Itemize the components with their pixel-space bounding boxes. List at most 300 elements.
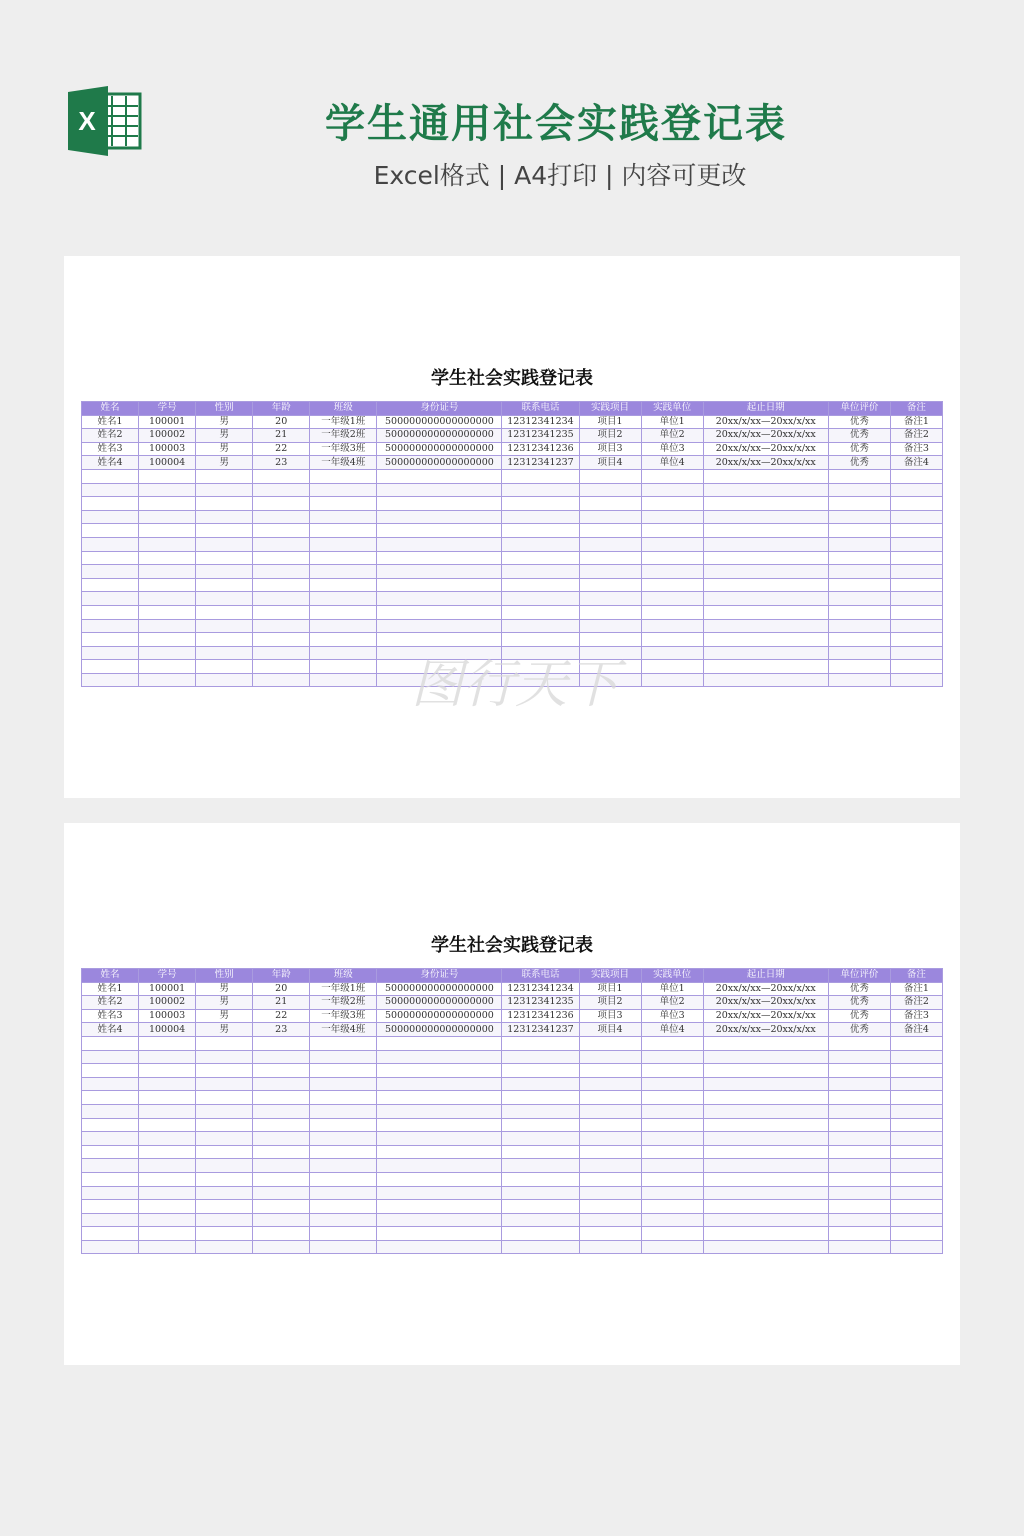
table-cell — [310, 510, 377, 524]
table-cell: 20xx/x/xx—20xx/x/xx — [703, 456, 828, 470]
table-cell — [253, 592, 310, 606]
table-cell: 姓名4 — [82, 1023, 139, 1037]
table-cell — [579, 1213, 641, 1227]
table-cell: 100002 — [139, 429, 196, 443]
page-subtitle: Excel格式 | A4打印 | 内容可更改 — [373, 161, 747, 190]
table-cell — [82, 1227, 139, 1241]
table-cell — [377, 483, 502, 497]
table-cell — [82, 1050, 139, 1064]
table-cell: 一年级2班 — [310, 996, 377, 1010]
table-cell — [377, 1159, 502, 1173]
table-cell — [253, 483, 310, 497]
table-cell — [139, 660, 196, 674]
table-cell — [890, 1172, 942, 1186]
table-cell: 500000000000000000 — [377, 456, 502, 470]
table-cell — [703, 1213, 828, 1227]
column-header: 姓名 — [82, 969, 139, 983]
table-cell: 单位1 — [641, 415, 703, 429]
table-cell: 备注4 — [890, 456, 942, 470]
table-cell — [377, 537, 502, 551]
table-row — [82, 1091, 943, 1105]
table-row — [82, 578, 943, 592]
table-cell — [196, 578, 253, 592]
table-cell: 12312341236 — [502, 1009, 579, 1023]
table-cell — [641, 660, 703, 674]
table-cell: 20xx/x/xx—20xx/x/xx — [703, 1023, 828, 1037]
table-cell — [310, 1091, 377, 1105]
table-cell — [890, 1036, 942, 1050]
table-cell — [828, 619, 890, 633]
table-cell — [703, 1077, 828, 1091]
table-cell — [579, 1064, 641, 1078]
table-cell — [502, 551, 579, 565]
table-cell — [890, 483, 942, 497]
table-cell — [828, 633, 890, 647]
table-cell — [253, 510, 310, 524]
column-header: 年龄 — [253, 402, 310, 416]
table-row — [82, 1200, 943, 1214]
table-cell — [641, 1159, 703, 1173]
table-cell: 一年级4班 — [310, 456, 377, 470]
table-cell — [890, 578, 942, 592]
column-header: 姓名 — [82, 402, 139, 416]
sheet-title: 学生社会实践登记表 — [431, 935, 593, 956]
table-cell: 一年级3班 — [310, 1009, 377, 1023]
table-cell — [82, 565, 139, 579]
table-cell — [890, 1186, 942, 1200]
table-cell: 备注1 — [890, 415, 942, 429]
table-cell — [703, 1172, 828, 1186]
table-cell — [828, 1172, 890, 1186]
table-cell — [196, 510, 253, 524]
table-row — [82, 1227, 943, 1241]
table-cell — [703, 660, 828, 674]
table-cell — [310, 469, 377, 483]
table-cell — [139, 1036, 196, 1050]
table-cell: 单位3 — [641, 442, 703, 456]
table-cell — [310, 619, 377, 633]
table-cell — [828, 1145, 890, 1159]
table-cell — [828, 524, 890, 538]
table-cell — [703, 1186, 828, 1200]
table-cell — [377, 510, 502, 524]
table-cell — [890, 1091, 942, 1105]
svg-text:图行天下: 图行天下 — [410, 655, 620, 715]
table-cell — [82, 1200, 139, 1214]
table-cell — [377, 619, 502, 633]
table-cell — [196, 1227, 253, 1241]
table-cell — [641, 1240, 703, 1254]
table-cell — [310, 605, 377, 619]
table-cell — [139, 565, 196, 579]
table-row — [82, 497, 943, 511]
table-cell — [579, 1172, 641, 1186]
table-cell — [828, 1240, 890, 1254]
table-cell — [377, 497, 502, 511]
table-cell — [310, 646, 377, 660]
table-cell: 100003 — [139, 442, 196, 456]
table-cell — [377, 1213, 502, 1227]
table-cell — [890, 1118, 942, 1132]
table-cell: 21 — [253, 996, 310, 1010]
table-row — [82, 1104, 943, 1118]
table-cell — [196, 551, 253, 565]
table-cell — [196, 1118, 253, 1132]
table-cell — [502, 510, 579, 524]
table-cell — [310, 524, 377, 538]
table-cell — [890, 524, 942, 538]
table-cell — [579, 510, 641, 524]
table-cell — [253, 1050, 310, 1064]
table-cell — [890, 1104, 942, 1118]
table-cell — [641, 1200, 703, 1214]
table-cell — [828, 483, 890, 497]
table-cell: 100004 — [139, 456, 196, 470]
table-cell — [828, 551, 890, 565]
table-cell — [703, 1132, 828, 1146]
table-cell — [196, 1145, 253, 1159]
table-cell — [196, 592, 253, 606]
table-cell — [253, 646, 310, 660]
table-cell — [502, 1104, 579, 1118]
table-cell — [579, 537, 641, 551]
table-cell — [890, 605, 942, 619]
table-cell: 23 — [253, 1023, 310, 1037]
table-cell — [641, 592, 703, 606]
table-cell: 优秀 — [828, 456, 890, 470]
table-cell — [82, 1240, 139, 1254]
table-cell — [828, 1104, 890, 1118]
table-cell — [196, 1091, 253, 1105]
table-cell — [502, 1091, 579, 1105]
table-cell — [703, 673, 828, 687]
table-cell: 项目1 — [579, 982, 641, 996]
table-cell — [82, 1036, 139, 1050]
table-cell — [502, 592, 579, 606]
table-cell — [377, 1036, 502, 1050]
table-cell: 姓名3 — [82, 1009, 139, 1023]
table-cell — [82, 1091, 139, 1105]
table-cell — [196, 1077, 253, 1091]
table-cell — [890, 1227, 942, 1241]
table-cell — [253, 1118, 310, 1132]
table-cell: 姓名1 — [82, 415, 139, 429]
table-cell — [139, 551, 196, 565]
table-cell — [828, 578, 890, 592]
table-row — [82, 605, 943, 619]
table-cell — [502, 1145, 579, 1159]
table-cell: 项目3 — [579, 1009, 641, 1023]
table-cell — [310, 1159, 377, 1173]
table-cell — [82, 1064, 139, 1078]
table-cell — [579, 1227, 641, 1241]
table-cell — [310, 633, 377, 647]
table-cell — [502, 524, 579, 538]
table-cell — [641, 605, 703, 619]
table-cell — [82, 1159, 139, 1173]
table-cell: 22 — [253, 1009, 310, 1023]
table-cell: 500000000000000000 — [377, 1023, 502, 1037]
table-cell: 20xx/x/xx—20xx/x/xx — [703, 996, 828, 1010]
table-cell — [139, 605, 196, 619]
column-header: 单位评价 — [828, 969, 890, 983]
table-cell — [310, 592, 377, 606]
table-cell — [82, 510, 139, 524]
table-cell — [502, 483, 579, 497]
table-cell — [377, 1064, 502, 1078]
table-cell — [641, 1050, 703, 1064]
table-cell — [253, 1186, 310, 1200]
table-cell: 一年级4班 — [310, 1023, 377, 1037]
table-cell — [139, 578, 196, 592]
table-cell — [641, 1077, 703, 1091]
table-cell — [641, 537, 703, 551]
table-cell — [641, 1213, 703, 1227]
table-cell — [703, 1036, 828, 1050]
table-cell — [139, 1104, 196, 1118]
table-cell — [139, 497, 196, 511]
table-cell — [253, 660, 310, 674]
table-cell: 12312341235 — [502, 996, 579, 1010]
table-cell — [579, 1091, 641, 1105]
table-cell — [377, 1145, 502, 1159]
table-cell — [890, 1064, 942, 1078]
table-cell: 男 — [196, 415, 253, 429]
table-cell — [579, 1200, 641, 1214]
table-cell — [82, 578, 139, 592]
table-cell — [703, 633, 828, 647]
table-cell — [890, 660, 942, 674]
table-row — [82, 456, 943, 470]
table-cell — [641, 1132, 703, 1146]
table-cell — [377, 592, 502, 606]
table-cell — [890, 592, 942, 606]
table-cell — [377, 1186, 502, 1200]
table-cell — [890, 469, 942, 483]
table-cell — [502, 1036, 579, 1050]
table-cell — [890, 1240, 942, 1254]
table-cell — [253, 578, 310, 592]
table-cell — [253, 1104, 310, 1118]
table-cell — [703, 1145, 828, 1159]
table-cell — [253, 565, 310, 579]
table-cell — [310, 1145, 377, 1159]
table-cell — [828, 469, 890, 483]
table-cell — [82, 1132, 139, 1146]
table-cell — [82, 537, 139, 551]
table-cell — [502, 1132, 579, 1146]
table-cell — [890, 565, 942, 579]
table-cell — [703, 578, 828, 592]
table-cell: 一年级3班 — [310, 442, 377, 456]
table-cell: 姓名2 — [82, 429, 139, 443]
table-cell — [703, 1159, 828, 1173]
table-cell — [82, 646, 139, 660]
table-cell — [139, 633, 196, 647]
table-cell — [139, 1091, 196, 1105]
table-row — [82, 1240, 943, 1254]
table-cell: 备注2 — [890, 429, 942, 443]
column-header: 备注 — [890, 402, 942, 416]
table-cell — [502, 619, 579, 633]
table-cell — [579, 1104, 641, 1118]
table-cell: 500000000000000000 — [377, 415, 502, 429]
table-cell — [579, 1132, 641, 1146]
table-cell — [641, 497, 703, 511]
table-cell — [641, 1104, 703, 1118]
table-cell — [310, 1064, 377, 1078]
table-cell: 20xx/x/xx—20xx/x/xx — [703, 1009, 828, 1023]
table-cell — [703, 1104, 828, 1118]
table-cell — [310, 578, 377, 592]
table-cell — [310, 565, 377, 579]
table-cell — [890, 1213, 942, 1227]
column-header: 学号 — [139, 402, 196, 416]
table-cell — [579, 1118, 641, 1132]
table-cell — [377, 1118, 502, 1132]
column-header: 身份证号 — [377, 402, 502, 416]
table-cell — [641, 469, 703, 483]
table-cell: 优秀 — [828, 429, 890, 443]
table-cell — [310, 1132, 377, 1146]
table-cell — [828, 660, 890, 674]
table-cell — [579, 1145, 641, 1159]
table-row — [82, 1036, 943, 1050]
column-header: 起止日期 — [703, 969, 828, 983]
table-cell — [82, 1172, 139, 1186]
table-row — [82, 1009, 943, 1023]
table-cell: 20xx/x/xx—20xx/x/xx — [703, 415, 828, 429]
table-cell — [641, 1227, 703, 1241]
table-row — [82, 510, 943, 524]
table-row — [82, 483, 943, 497]
table-cell: 单位3 — [641, 1009, 703, 1023]
table-cell — [828, 1200, 890, 1214]
table-cell — [82, 1145, 139, 1159]
table-cell — [828, 605, 890, 619]
table-cell — [579, 524, 641, 538]
table-cell — [703, 565, 828, 579]
table-cell: 单位1 — [641, 982, 703, 996]
table-cell — [139, 1186, 196, 1200]
table-cell: 男 — [196, 442, 253, 456]
table-cell: 12312341235 — [502, 429, 579, 443]
table-cell — [502, 1064, 579, 1078]
table-cell — [703, 1227, 828, 1241]
table-row — [82, 1213, 943, 1227]
table-cell — [253, 469, 310, 483]
table-cell — [502, 605, 579, 619]
table-cell — [579, 565, 641, 579]
table-row — [82, 592, 943, 606]
table-cell — [196, 605, 253, 619]
table-cell — [890, 646, 942, 660]
table-cell — [253, 1172, 310, 1186]
table-cell — [310, 1213, 377, 1227]
table-cell — [377, 1077, 502, 1091]
table-cell: 优秀 — [828, 415, 890, 429]
table-cell — [579, 1077, 641, 1091]
table-cell: 项目3 — [579, 442, 641, 456]
table-cell — [82, 1077, 139, 1091]
table-cell — [253, 1159, 310, 1173]
table-cell — [139, 1200, 196, 1214]
table-cell — [377, 1050, 502, 1064]
table-cell: 姓名2 — [82, 996, 139, 1010]
table-cell — [377, 1227, 502, 1241]
table-cell: 20xx/x/xx—20xx/x/xx — [703, 429, 828, 443]
table-cell — [139, 1240, 196, 1254]
table-cell — [890, 1200, 942, 1214]
table-cell — [579, 578, 641, 592]
table-cell: 备注3 — [890, 1009, 942, 1023]
table-cell — [139, 469, 196, 483]
table-cell — [828, 565, 890, 579]
table-cell — [502, 1240, 579, 1254]
table-cell: 12312341237 — [502, 1023, 579, 1037]
table-cell — [310, 483, 377, 497]
table-cell — [139, 1077, 196, 1091]
table-cell: 男 — [196, 1009, 253, 1023]
table-row — [82, 1064, 943, 1078]
table-cell — [377, 565, 502, 579]
table-cell — [703, 619, 828, 633]
table-cell — [82, 469, 139, 483]
table-cell — [139, 1159, 196, 1173]
table-cell — [377, 578, 502, 592]
table-cell — [502, 537, 579, 551]
table-cell — [377, 605, 502, 619]
table-cell — [253, 1064, 310, 1078]
table-cell: 项目2 — [579, 996, 641, 1010]
table-cell — [377, 1132, 502, 1146]
table-cell — [82, 619, 139, 633]
table-cell: 男 — [196, 996, 253, 1010]
table-cell — [828, 1050, 890, 1064]
table-cell — [82, 1118, 139, 1132]
table-cell — [82, 1186, 139, 1200]
table-cell: 100001 — [139, 415, 196, 429]
table-cell — [890, 510, 942, 524]
table-cell — [139, 1118, 196, 1132]
table-cell — [703, 1064, 828, 1078]
table-cell — [377, 524, 502, 538]
table-cell — [139, 1050, 196, 1064]
table-cell — [828, 1227, 890, 1241]
column-header: 备注 — [890, 969, 942, 983]
table-cell — [828, 1132, 890, 1146]
table-cell — [579, 1240, 641, 1254]
table-cell: 一年级1班 — [310, 415, 377, 429]
table-cell: 备注2 — [890, 996, 942, 1010]
column-header: 性别 — [196, 969, 253, 983]
table-cell — [828, 1091, 890, 1105]
column-header: 班级 — [310, 402, 377, 416]
table-cell — [310, 1104, 377, 1118]
table-cell — [377, 1200, 502, 1214]
table-cell — [579, 483, 641, 497]
table-cell — [502, 633, 579, 647]
table-cell — [253, 673, 310, 687]
table-cell — [196, 537, 253, 551]
table-row — [82, 1145, 943, 1159]
column-header: 起止日期 — [703, 402, 828, 416]
table-cell — [377, 1104, 502, 1118]
table-cell — [828, 1186, 890, 1200]
table-cell — [890, 1159, 942, 1173]
table-cell — [253, 1227, 310, 1241]
column-header: 联系电话 — [502, 402, 579, 416]
